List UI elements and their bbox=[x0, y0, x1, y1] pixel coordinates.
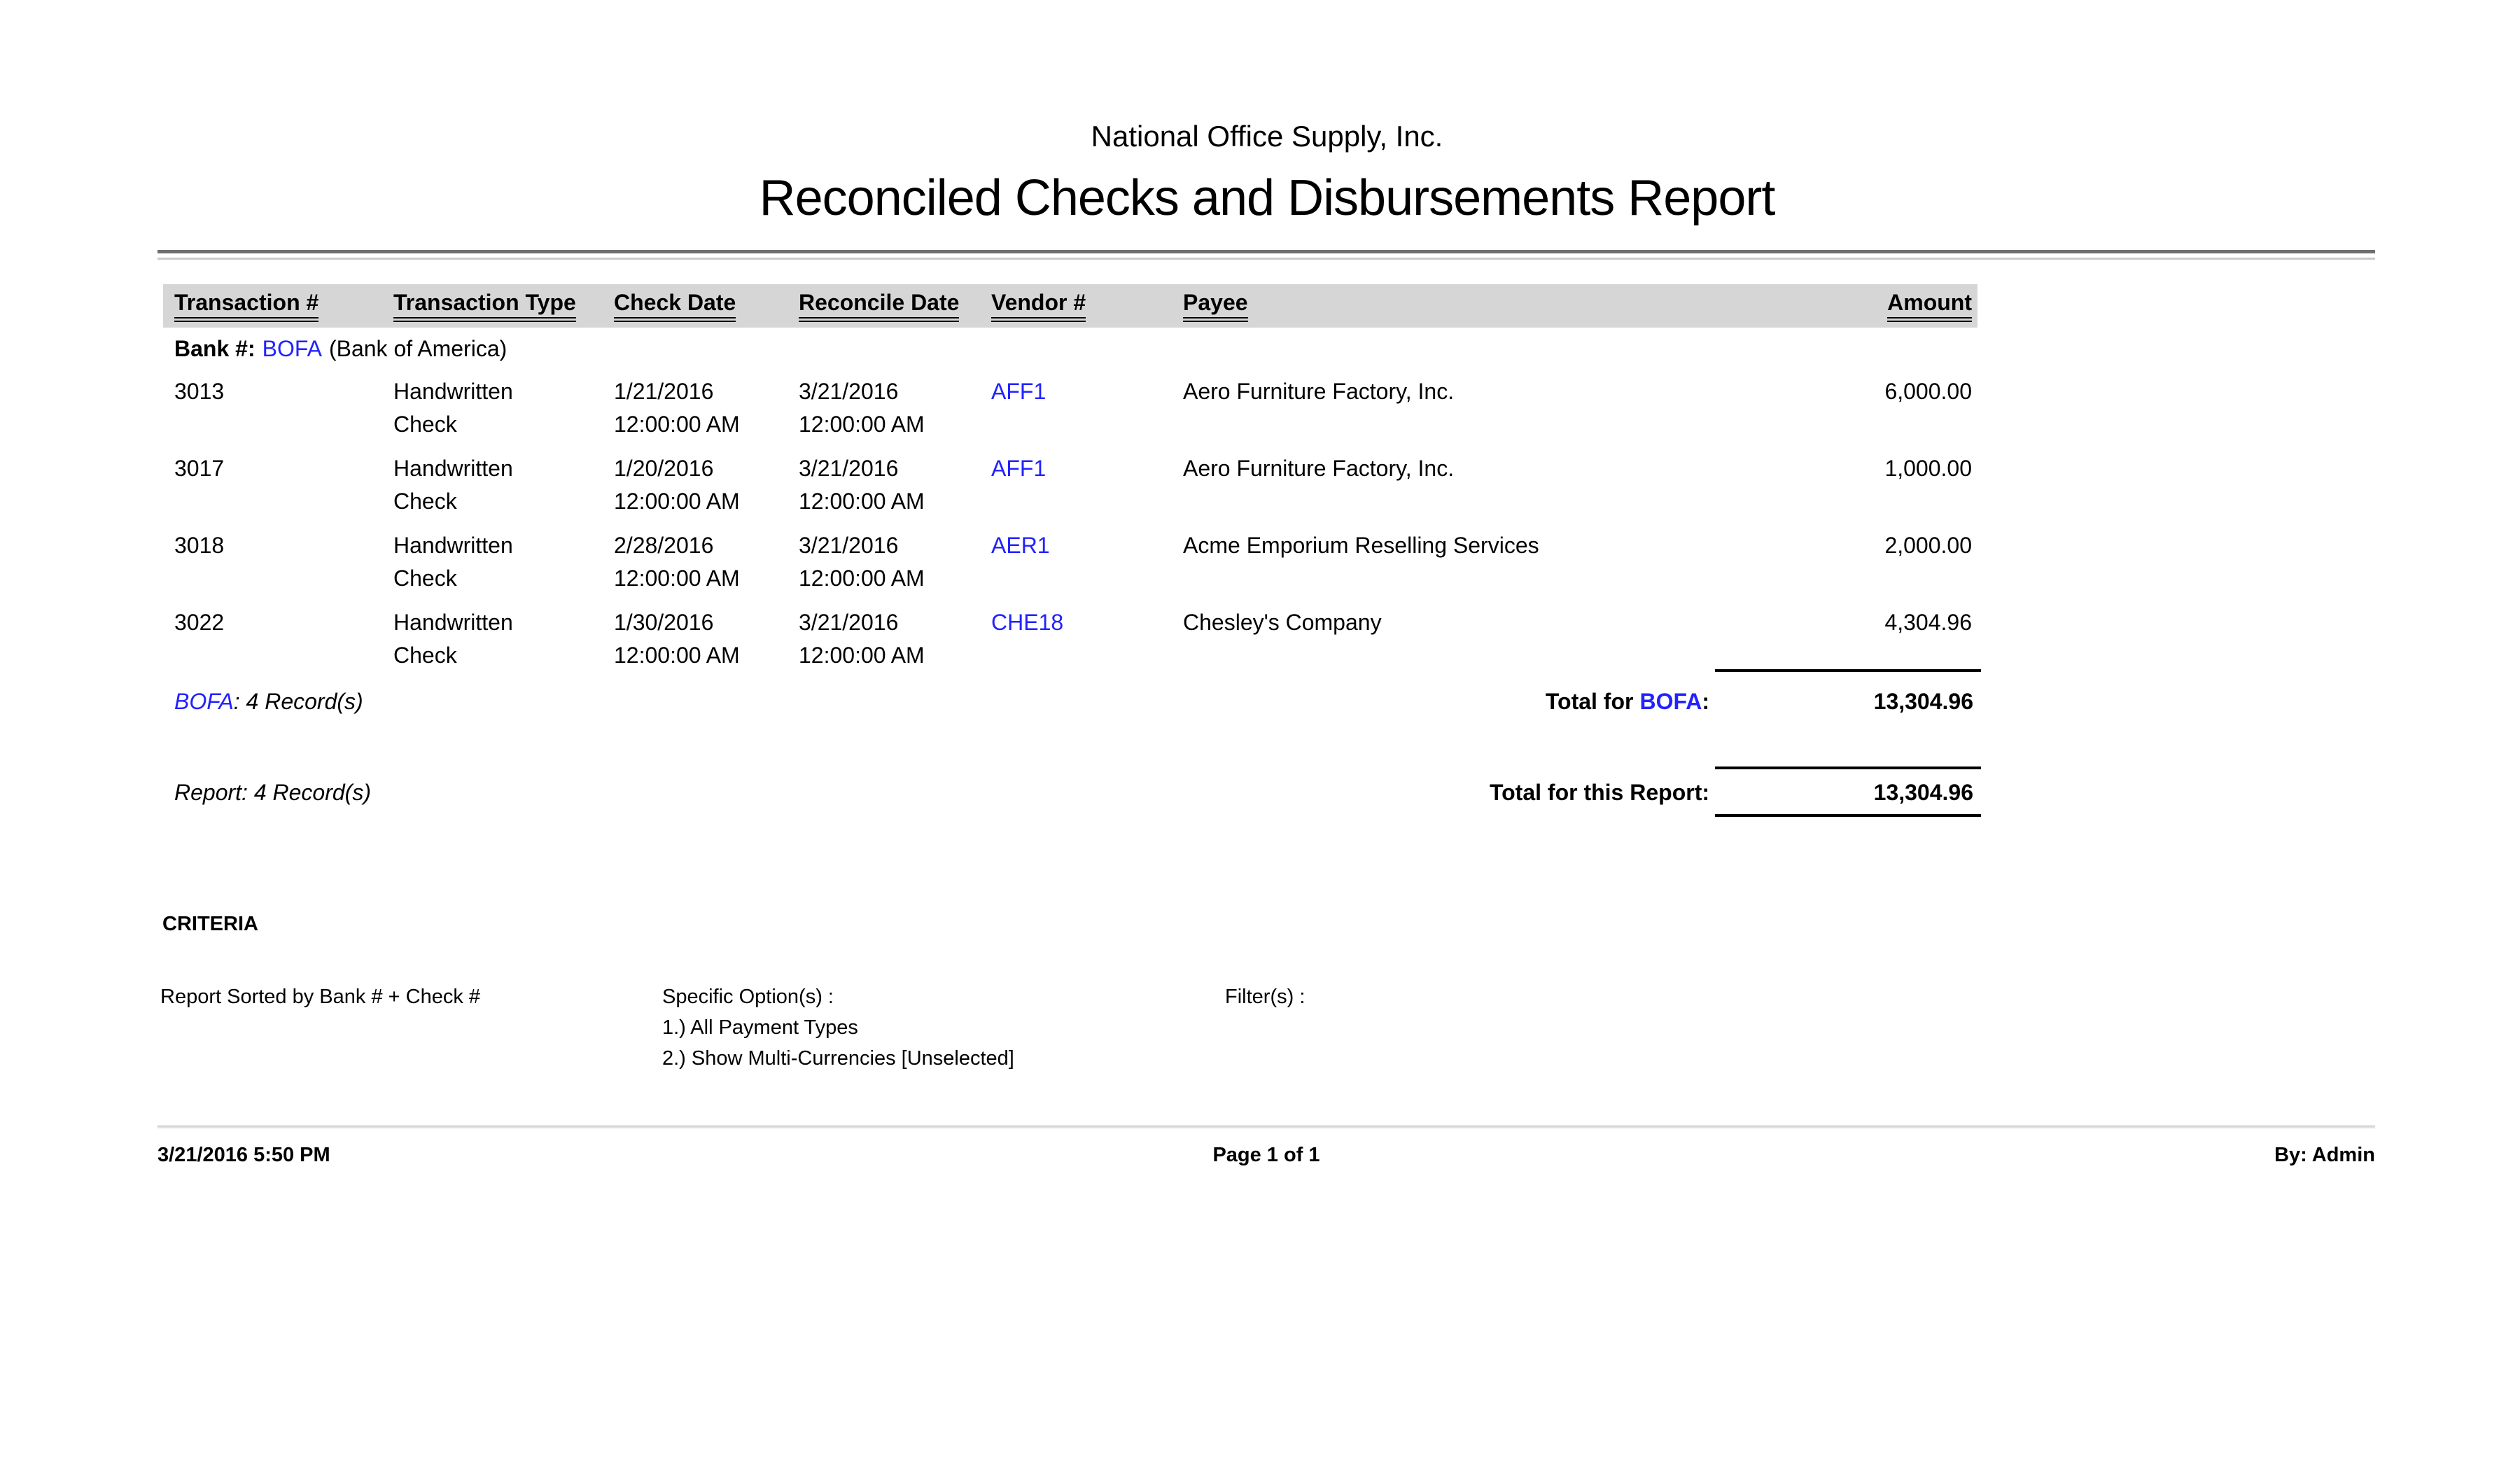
table-row bbox=[163, 529, 1977, 595]
vendor-code-link[interactable]: AFF1 bbox=[991, 379, 1046, 404]
bank-total-label bbox=[1172, 687, 1709, 715]
report-total-rule-top bbox=[1715, 766, 1981, 769]
reconcile-date-cell bbox=[788, 606, 980, 672]
check-date-cell bbox=[603, 529, 788, 595]
transaction-number-cell: 3013 bbox=[174, 379, 225, 404]
vendor-number-cell bbox=[980, 606, 1172, 672]
transaction-type-line2: Check bbox=[393, 412, 457, 437]
table-header-row bbox=[163, 284, 1977, 328]
reconcile-date: 3/21/2016 bbox=[799, 533, 899, 558]
report-title: Reconciled Checks and Disbursements Report bbox=[759, 170, 1775, 226]
criteria-specific-options bbox=[662, 981, 1014, 1074]
column-header-label: Payee bbox=[1183, 290, 1248, 322]
check-date: 1/20/2016 bbox=[614, 456, 714, 481]
check-date-cell bbox=[603, 452, 788, 518]
criteria-option-2: 2.) Show Multi-Currencies [Unselected] bbox=[662, 1047, 1014, 1070]
column-header-payee bbox=[1172, 290, 1715, 322]
column-header-reconcile-date bbox=[788, 290, 980, 322]
check-time: 12:00:00 AM bbox=[614, 412, 740, 437]
column-header-label: Transaction Type bbox=[393, 290, 576, 322]
vendor-number-cell bbox=[980, 529, 1172, 595]
bank-total-rule bbox=[1715, 669, 1981, 672]
payee-cell: Acme Emporium Reselling Services bbox=[1183, 533, 1539, 558]
reconcile-date: 3/21/2016 bbox=[799, 610, 899, 635]
footer-generated-by: By: Admin bbox=[2274, 1144, 2375, 1166]
check-date: 1/30/2016 bbox=[614, 610, 714, 635]
transaction-number-cell: 3017 bbox=[174, 456, 225, 481]
bank-record-count bbox=[174, 687, 363, 715]
bank-code-link[interactable]: BOFA bbox=[262, 336, 322, 361]
report-total-label: Total for this Report: bbox=[1489, 780, 1709, 805]
column-header-label: Vendor # bbox=[991, 290, 1086, 322]
table-row bbox=[163, 375, 1977, 441]
bank-total-amount: 13,304.96 bbox=[1873, 689, 1973, 714]
amount-cell: 4,304.96 bbox=[1884, 610, 1972, 635]
check-time: 12:00:00 AM bbox=[614, 489, 740, 514]
column-header-amount bbox=[1715, 290, 1977, 322]
bank-total-label-prefix: Total for bbox=[1545, 689, 1634, 714]
reconcile-time: 12:00:00 AM bbox=[799, 643, 925, 668]
column-header-check-date bbox=[603, 290, 788, 322]
bank-code-link[interactable]: BOFA bbox=[174, 689, 234, 714]
column-header-label: Check Date bbox=[614, 290, 736, 322]
transaction-number-cell: 3018 bbox=[174, 533, 225, 558]
reconcile-time: 12:00:00 AM bbox=[799, 566, 925, 591]
transaction-type-cell bbox=[382, 452, 603, 518]
report-total-amount: 13,304.96 bbox=[1873, 780, 1973, 805]
column-header-transaction-type bbox=[382, 290, 603, 322]
transaction-type-cell bbox=[382, 375, 603, 441]
title-divider-dark bbox=[158, 250, 2375, 253]
column-header-label: Transaction # bbox=[174, 290, 318, 322]
bank-group-header bbox=[174, 335, 507, 363]
vendor-number-cell bbox=[980, 452, 1172, 518]
payee-cell: Aero Furniture Factory, Inc. bbox=[1183, 456, 1455, 481]
vendor-code-link[interactable]: AFF1 bbox=[991, 456, 1046, 481]
bank-record-count-text: : 4 Record(s) bbox=[233, 689, 363, 714]
vendor-number-cell bbox=[980, 375, 1172, 441]
reconcile-date-cell bbox=[788, 529, 980, 595]
check-date: 2/28/2016 bbox=[614, 533, 714, 558]
reconcile-date-cell bbox=[788, 375, 980, 441]
amount-cell: 2,000.00 bbox=[1884, 533, 1972, 558]
criteria-option-1: 1.) All Payment Types bbox=[662, 1016, 858, 1039]
criteria-specific-options-label: Specific Option(s) : bbox=[662, 986, 834, 1008]
criteria-filters-label: Filter(s) : bbox=[1225, 986, 1306, 1008]
amount-cell: 6,000.00 bbox=[1884, 379, 1972, 404]
bank-total-label-colon: : bbox=[1702, 689, 1709, 714]
check-date-cell bbox=[603, 606, 788, 672]
column-header-label: Amount bbox=[1887, 290, 1972, 322]
table-body bbox=[163, 375, 1977, 672]
footer bbox=[158, 1141, 2375, 1169]
bank-name: (Bank of America) bbox=[328, 336, 507, 361]
transaction-type-line1: Handwritten bbox=[393, 456, 513, 481]
column-header-transaction-number bbox=[163, 290, 382, 322]
transaction-type-line1: Handwritten bbox=[393, 533, 513, 558]
amount-cell: 1,000.00 bbox=[1884, 456, 1972, 481]
column-header-vendor-number bbox=[980, 290, 1172, 322]
report-total-rule-bottom bbox=[1715, 814, 1981, 817]
transaction-number-cell: 3022 bbox=[174, 610, 225, 635]
check-time: 12:00:00 AM bbox=[614, 643, 740, 668]
reconcile-date: 3/21/2016 bbox=[799, 379, 899, 404]
vendor-code-link[interactable]: AER1 bbox=[991, 533, 1050, 558]
report-record-count: Report: 4 Record(s) bbox=[174, 780, 371, 805]
transaction-type-cell bbox=[382, 529, 603, 595]
check-time: 12:00:00 AM bbox=[614, 566, 740, 591]
company-name: National Office Supply, Inc. bbox=[1091, 120, 1443, 153]
footer-page-indicator: Page 1 of 1 bbox=[1212, 1144, 1320, 1166]
transaction-type-line2: Check bbox=[393, 489, 457, 514]
reconcile-date-cell bbox=[788, 452, 980, 518]
bank-group-label: Bank #: bbox=[174, 336, 255, 361]
transaction-type-line2: Check bbox=[393, 566, 457, 591]
check-date: 1/21/2016 bbox=[614, 379, 714, 404]
column-header-label: Reconcile Date bbox=[799, 290, 959, 322]
reconcile-time: 12:00:00 AM bbox=[799, 489, 925, 514]
transaction-type-cell bbox=[382, 606, 603, 672]
reconcile-time: 12:00:00 AM bbox=[799, 412, 925, 437]
transaction-type-line1: Handwritten bbox=[393, 379, 513, 404]
criteria-sorted-by: Report Sorted by Bank # + Check # bbox=[160, 986, 481, 1008]
payee-cell: Aero Furniture Factory, Inc. bbox=[1183, 379, 1455, 404]
vendor-code-link[interactable]: CHE18 bbox=[991, 610, 1064, 635]
table-row bbox=[163, 606, 1977, 672]
bank-code-link[interactable]: BOFA bbox=[1639, 689, 1702, 714]
criteria-heading: CRITERIA bbox=[162, 913, 258, 935]
check-date-cell bbox=[603, 375, 788, 441]
transaction-type-line2: Check bbox=[393, 643, 457, 668]
table-row bbox=[163, 452, 1977, 518]
transaction-type-line1: Handwritten bbox=[393, 610, 513, 635]
reconcile-date: 3/21/2016 bbox=[799, 456, 899, 481]
payee-cell: Chesley's Company bbox=[1183, 610, 1382, 635]
title-divider-light bbox=[158, 258, 2375, 260]
footer-divider bbox=[158, 1126, 2375, 1128]
footer-generated-datetime: 3/21/2016 5:50 PM bbox=[158, 1144, 330, 1166]
